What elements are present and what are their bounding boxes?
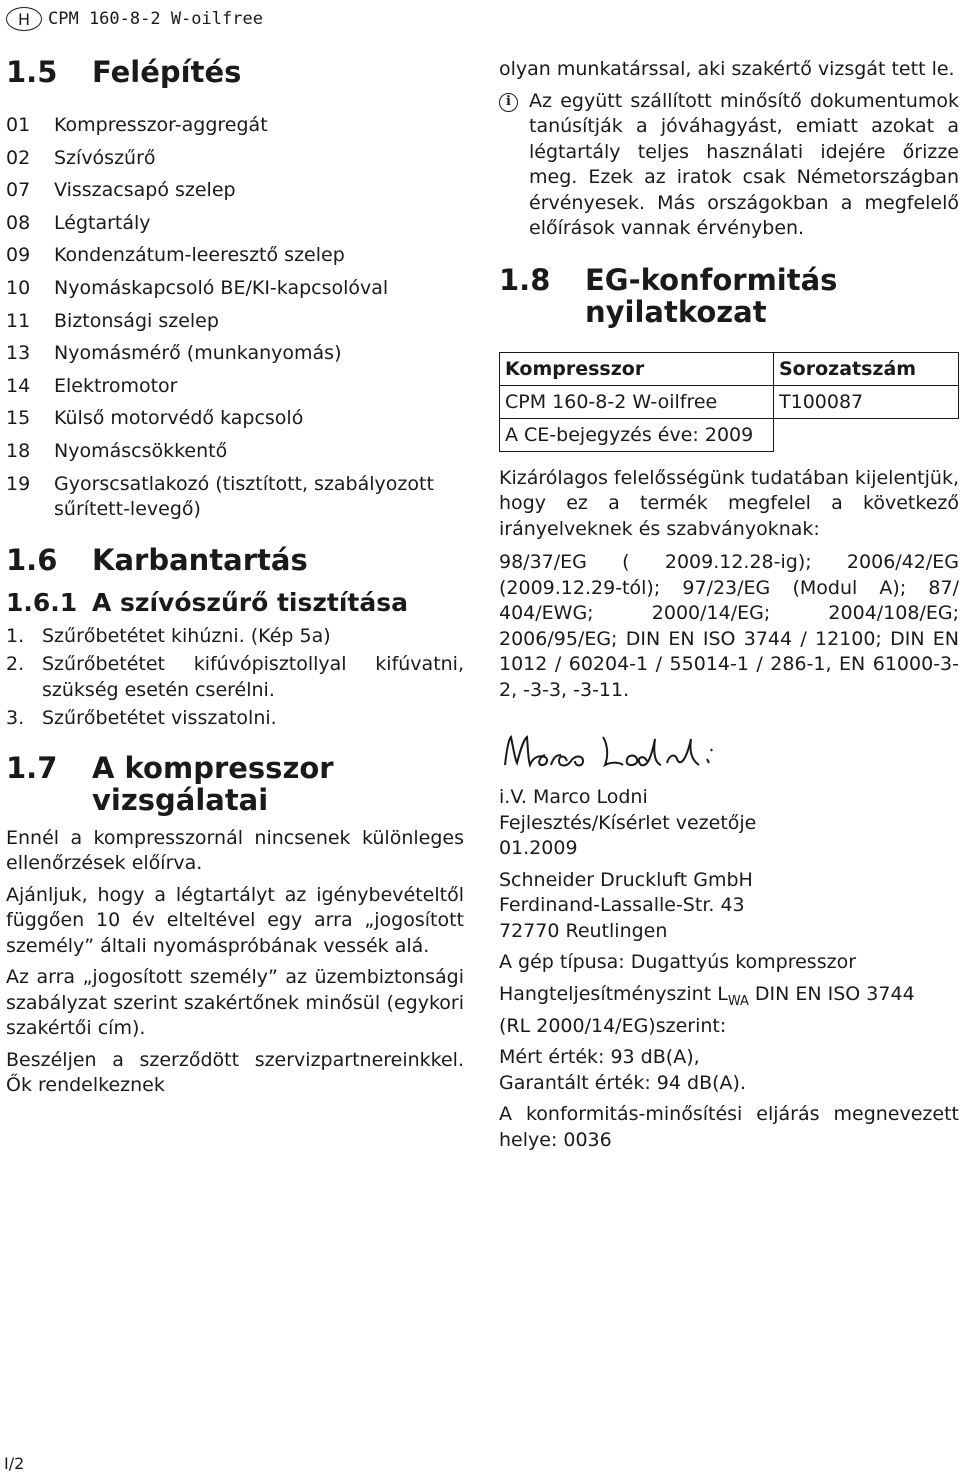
step-text: Szűrőbetétet kifúvópisztollyal kifúvatni, szükség esetén cserélni. — [42, 653, 464, 701]
table-header-compressor: Kompresszor — [500, 352, 774, 385]
signature — [499, 725, 959, 781]
company-city: 72770 Reutlingen — [499, 919, 668, 942]
info-icon: i — [499, 93, 518, 112]
left-column — [6, 50, 464, 1099]
signature-drawing — [499, 725, 739, 781]
subsection-number: 1.6.1 — [6, 587, 78, 617]
part-label: Nyomásmérő (munkanyomás) — [54, 342, 342, 365]
table-cell-compressor: CPM 160-8-2 W-oilfree — [500, 385, 774, 418]
list-item — [6, 706, 464, 732]
list-item — [6, 305, 464, 338]
standards-text: 98/37/EG ( 2009.12.28-ig); 2006/42/EG (2009.12.29-tól); 97/23/EG (Modul A); 87/ 404/EWG; 2000/14/EG; 2004/108/EG; 2006/95/EG; DIN EN ISO 3744 / 12100; DIN EN 1012 / 60204-1 / 55014-1 / 286-1, EN 61000-3-2, -3-3, -3-11. — [499, 551, 959, 701]
company-street: Ferdinand-Lassalle-Str. 43 — [499, 894, 745, 916]
section-title: A kompresszor vizsgálatai — [92, 750, 334, 817]
part-code: 08 — [6, 211, 31, 234]
part-label: Nyomáskapcsoló BE/KI-kapcsolóval — [54, 276, 389, 299]
paragraph: Az arra „jogosított személy” az üzembiztonsági szabályzat szerint szakértőnek minősül (egykori szakértői cím). — [6, 966, 464, 1040]
page-number: I/2 — [4, 1454, 25, 1473]
list-item — [6, 370, 464, 403]
list-item — [6, 109, 464, 142]
part-label: Szívószűrő — [54, 146, 156, 169]
info-note — [499, 89, 959, 242]
part-code: 10 — [6, 276, 31, 299]
list-item — [6, 468, 464, 522]
list-item — [6, 272, 464, 305]
part-label: Nyomáscsökkentő — [54, 439, 228, 462]
list-item — [6, 337, 464, 370]
sound-level-subscript: WA — [727, 993, 749, 1009]
parts-list — [6, 109, 464, 522]
table-header-serial: Sorozatszám — [774, 352, 959, 385]
paragraph: Ajánljuk, hogy a légtartályt az igénybevételtől függően 10 év elteltével egy arra „jogosított személy” általi nyomáspróbának vessék alá. — [6, 883, 464, 957]
part-label: Visszacsapó szelep — [54, 179, 236, 202]
part-code: 13 — [6, 342, 31, 365]
measured-value: Mért érték: 93 dB(A), — [499, 1046, 700, 1069]
section-number: 1.7 — [6, 750, 58, 785]
section-heading-1-8 — [499, 264, 959, 328]
list-item — [6, 207, 464, 240]
step-text: Szűrőbetétet kihúzni. (Kép 5a) — [42, 624, 331, 647]
declaration-text: Kizárólagos felelősségünk tudatában kijelentjük, hogy ez a termék megfelel a következő irányelveknek és szabványoknak: — [499, 466, 959, 540]
step-number: 1. — [6, 624, 25, 647]
table-row — [500, 352, 959, 385]
section-heading-1-6 — [6, 544, 464, 576]
continued-paragraph: olyan munkatárssal, aki szakértő vizsgát tett le. — [499, 58, 955, 80]
section-number: 1.8 — [499, 262, 551, 297]
section-1-7-body — [6, 826, 464, 1099]
machine-type: A gép típusa: Dugattyús kompresszor — [499, 951, 857, 973]
sound-level — [499, 982, 959, 1014]
paragraph: Ennél a kompresszornál nincsenek különleges ellenőrzések előírva. — [6, 826, 464, 875]
table-cell-empty — [774, 418, 959, 451]
part-code: 02 — [6, 146, 31, 169]
list-item — [6, 174, 464, 207]
part-code: 07 — [6, 179, 31, 202]
part-code: 09 — [6, 244, 31, 267]
notified-body: A konformitás-minősítési eljárás megnevezett helye: 0036 — [499, 1103, 959, 1151]
part-label: Gyorscsatlakozó (tisztított, szabályozott sűrített-levegő) — [54, 472, 434, 520]
part-label: Elektromotor — [54, 374, 178, 397]
part-code: 01 — [6, 114, 31, 136]
guaranteed-value: Garantált érték: 94 dB(A). — [499, 1071, 746, 1094]
list-item — [6, 142, 464, 175]
sound-level-standard: DIN EN ISO 3744 — [748, 982, 915, 1005]
list-item — [6, 652, 464, 703]
signatory-block — [499, 785, 959, 1153]
section-number: 1.6 — [6, 542, 58, 577]
part-label: Kondenzátum-leeresztő szelep — [54, 244, 345, 267]
language-badge: H — [6, 7, 42, 31]
sound-level-directive: (RL 2000/14/EG)szerint: — [499, 1014, 727, 1037]
section-heading-1-5 — [6, 56, 464, 88]
part-code: 19 — [6, 472, 31, 495]
section-title: EG-konformitás nyilatkozat — [585, 262, 838, 329]
header-title: CPM 160-8-2 W-oilfree — [48, 9, 263, 29]
table-row — [500, 418, 959, 451]
signatory-name: i.V. Marco Lodni — [499, 786, 648, 808]
list-item — [6, 402, 464, 435]
table-row — [500, 385, 959, 418]
subsection-heading-1-6-1 — [6, 588, 464, 618]
part-code: 18 — [6, 439, 31, 462]
part-code: 11 — [6, 309, 31, 332]
step-text: Szűrőbetétet visszatolni. — [42, 707, 277, 730]
section-heading-1-7 — [6, 752, 464, 816]
paragraph: Beszéljen a szerződött szervizpartnereinkkel. Ők rendelkeznek — [6, 1048, 464, 1097]
table-cell-ce-year: A CE-bejegyzés éve: 2009 — [500, 418, 774, 451]
part-code: 14 — [6, 374, 31, 397]
conformity-table — [499, 352, 959, 452]
list-item — [6, 624, 464, 650]
right-column — [499, 57, 959, 1153]
part-label: Külső motorvédő kapcsoló — [54, 407, 304, 430]
signatory-role: Fejlesztés/Kísérlet vezetője — [499, 811, 757, 834]
company-name: Schneider Druckluft GmbH — [499, 868, 753, 891]
section-title: Karbantartás — [92, 542, 308, 577]
part-label: Kompresszor-aggregát — [54, 114, 268, 136]
section-title: Felépítés — [92, 55, 242, 89]
section-number: 1.5 — [6, 55, 58, 89]
subsection-title: A szívószűrő tisztítása — [92, 587, 409, 617]
part-code: 15 — [6, 407, 31, 430]
step-number: 3. — [6, 707, 25, 730]
list-item — [6, 239, 464, 272]
table-cell-serial: T100087 — [774, 385, 959, 418]
step-number: 2. — [6, 653, 25, 676]
page-header — [6, 4, 263, 34]
cleaning-steps — [6, 624, 464, 732]
signatory-date: 01.2009 — [499, 837, 578, 859]
part-label: Biztonsági szelep — [54, 309, 219, 332]
part-label: Légtartály — [54, 211, 151, 234]
sound-level-label: Hangteljesítményszint L — [499, 982, 728, 1005]
list-item — [6, 435, 464, 468]
info-text: Az együtt szállított minősítő dokumentumok tanúsítják a jóváhagyást, emiatt azokat a légtartály teljes használati idejére őrizze meg. Ezek az iratok csak Németországban érvényesek. Más országokban a megfelelő előírások vannak érvényben. — [529, 89, 959, 239]
